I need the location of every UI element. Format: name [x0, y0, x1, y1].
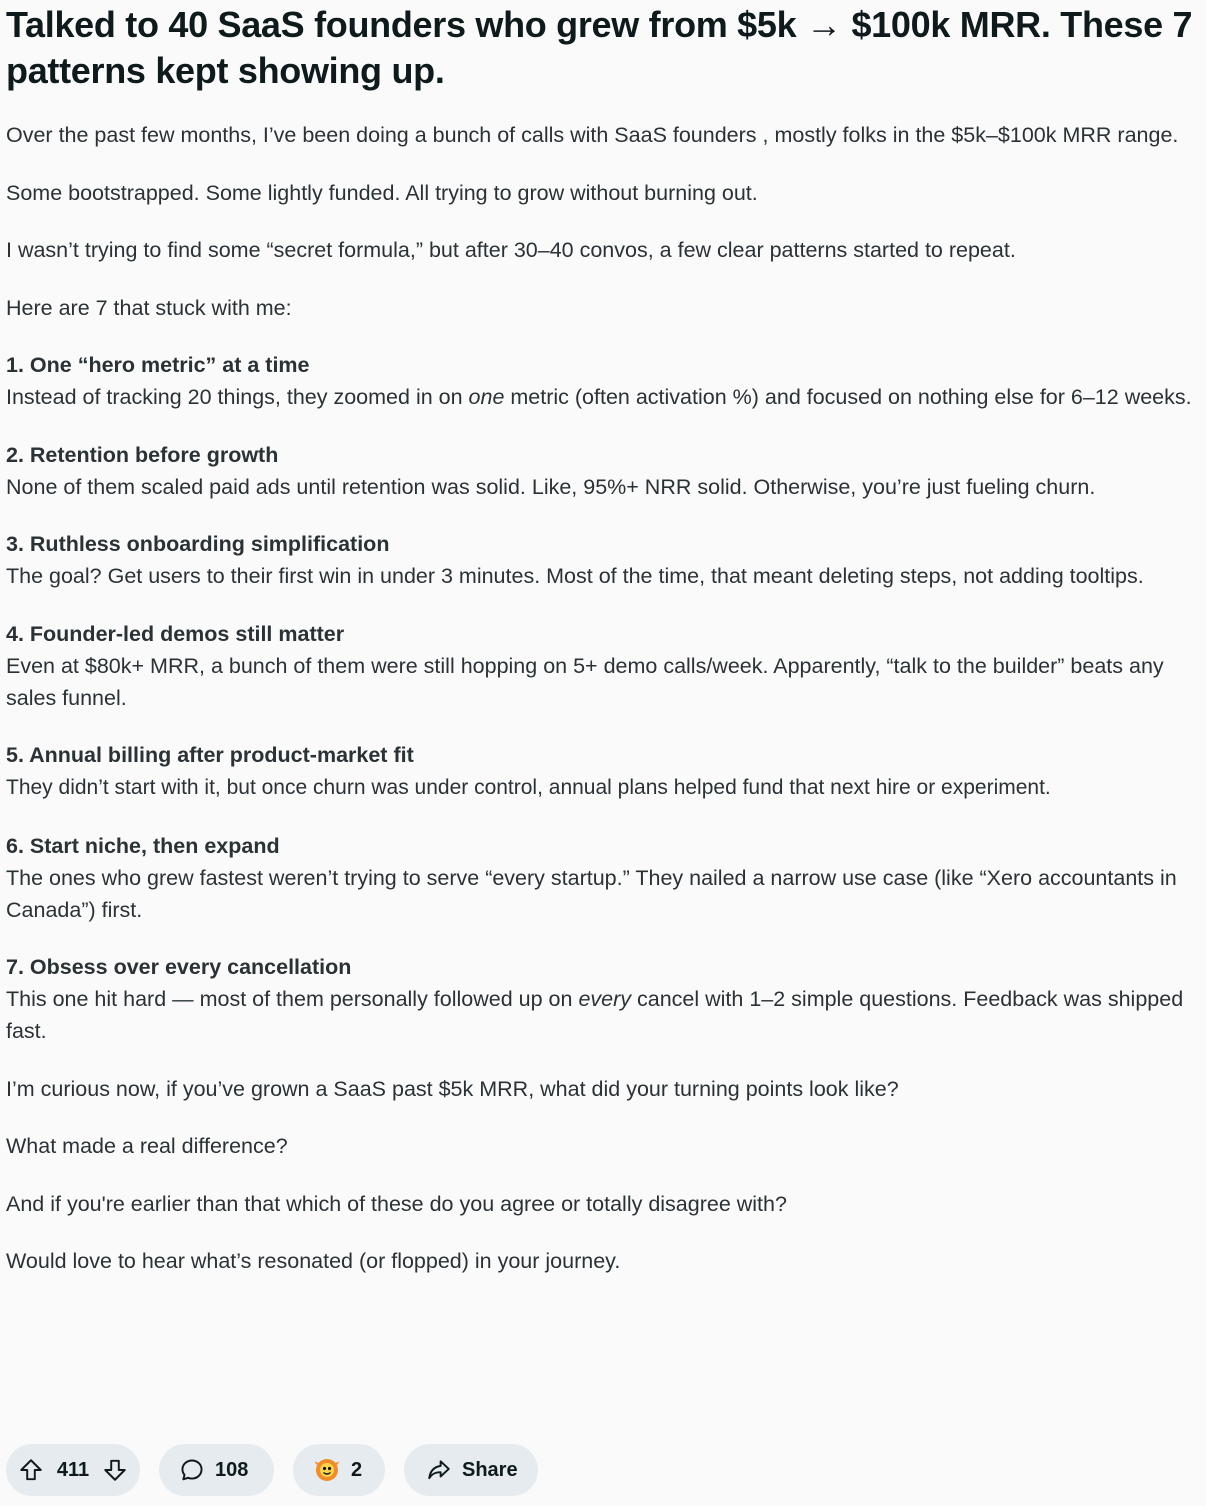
pattern-text: Instead of tracking 20 things, they zoomed in on one metric (often activation %) and focused on nothing else for 6–12 weeks.: [6, 385, 1192, 409]
award-icon: [313, 1456, 341, 1484]
vote-control: [6, 1444, 140, 1496]
pattern-text: Even at $80k+ MRR, a bunch of them were still hopping on 5+ demo calls/week. Apparently, “talk to the builder” beats any sales funnel.: [6, 653, 1164, 710]
pattern-emphasis: one: [468, 385, 505, 409]
share-label: Share: [462, 1458, 518, 1481]
pattern-heading: 2. Retention before growth: [6, 442, 279, 467]
pattern-text: They didn’t start with it, but once churn was under control, annual plans helped fund that next hire or experiment.: [6, 776, 1051, 799]
pattern-item: [6, 349, 1196, 413]
pattern-text: The ones who grew fastest weren’t trying to serve “every startup.” They nailed a narrow use case (like “Xero accountants in Canada”) first.: [6, 865, 1177, 922]
post-action-bar: [6, 1444, 538, 1496]
pattern-text: This one hit hard — most of them personally followed up on every cancel with 1–2 simple questions. Feedback was shipped fast.: [6, 987, 1184, 1043]
award-count: 2: [351, 1458, 363, 1481]
speech-bubble-icon: [179, 1457, 205, 1483]
pattern-item: [6, 739, 1196, 804]
pattern-heading: 4. Founder-led demos still matter: [6, 621, 345, 646]
outro-paragraph: I’m curious now, if you’ve grown a SaaS past $5k MRR, what did your turning points look like?: [6, 1076, 899, 1101]
intro-paragraph: Over the past few months, I’ve been doing a bunch of calls with SaaS founders , mostly folks in the $5k–$100k MRR range.: [6, 123, 1179, 147]
pattern-heading: 3. Ruthless onboarding simplification: [6, 532, 390, 556]
comment-count: 108: [215, 1458, 249, 1481]
share-button[interactable]: [404, 1444, 538, 1496]
pattern-heading: 5. Annual billing after product-market fit: [6, 743, 414, 767]
pattern-item: [6, 528, 1196, 592]
outro-paragraph: And if you're earlier than that which of these do you agree or totally disagree with?: [6, 1191, 787, 1216]
pattern-text: The goal? Get users to their first win in under 3 minutes. Most of the time, that meant deleting steps, not adding tooltips.: [6, 564, 1144, 588]
post-body: [6, 119, 1196, 1303]
outro-paragraph: What made a real difference?: [6, 1134, 288, 1158]
pattern-heading: 1. One “hero metric” at a time: [6, 353, 310, 377]
pattern-heading: 7. Obsess over every cancellation: [6, 955, 352, 979]
intro-paragraph: I wasn’t trying to find some “secret formula,” but after 30–40 convos, a few clear patterns started to repeat.: [6, 238, 1016, 262]
outro-paragraph: Would love to hear what’s resonated (or flopped) in your journey.: [6, 1249, 621, 1273]
intro-paragraph: Some bootstrapped. Some lightly funded. All trying to grow without burning out.: [6, 180, 758, 205]
comments-button[interactable]: [159, 1444, 274, 1496]
vote-score: 411: [56, 1458, 90, 1481]
share-arrow-icon: [426, 1457, 452, 1483]
arrow-down-icon[interactable]: [102, 1457, 128, 1483]
pattern-item: [6, 439, 1196, 503]
pattern-emphasis: every: [578, 987, 632, 1011]
pattern-heading: 6. Start niche, then expand: [6, 833, 280, 858]
intro-paragraph: Here are 7 that stuck with me:: [6, 295, 292, 320]
pattern-text: None of them scaled paid ads until retention was solid. Like, 95%+ NRR solid. Otherwise, you’re just fueling churn.: [6, 474, 1096, 499]
post-title: Talked to 40 SaaS founders who grew from $5k → $100k MRR. These 7 patterns kept showing up.: [6, 4, 1193, 91]
pattern-item: [6, 830, 1196, 926]
arrow-up-icon[interactable]: [18, 1457, 44, 1483]
pattern-item: [6, 951, 1196, 1047]
award-button[interactable]: [293, 1444, 385, 1496]
pattern-item: [6, 618, 1196, 714]
